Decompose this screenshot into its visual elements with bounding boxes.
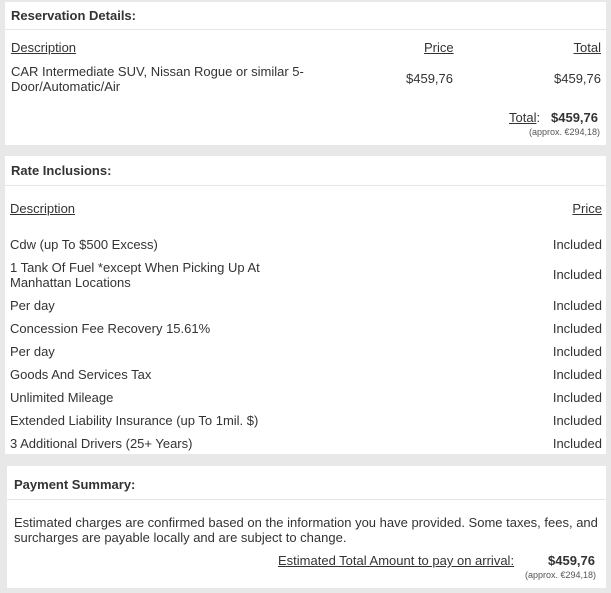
total-label-text: Total	[509, 110, 537, 125]
rate-inclusions-panel	[5, 156, 606, 454]
rate-inclusions-title: Rate Inclusions:	[5, 156, 606, 186]
vehicle-description: CAR Intermediate SUV, Nissan Rogue or similar 5-Door/Automatic/Air	[11, 64, 304, 94]
payment-note: Estimated charges are confirmed based on the information you have provided. Some taxes, fees, and surcharges are payable locally and are subject to change.	[14, 515, 598, 545]
rate-item-price: Included	[552, 413, 602, 428]
rate-item-description: Per day	[10, 298, 55, 313]
estimated-total-label: Estimated Total Amount to pay on arrival:	[278, 553, 515, 568]
rate-item-price: Included	[552, 298, 602, 313]
estimated-total-approx-euro: (approx. €294,18)	[524, 570, 596, 580]
rate-item-price: Included	[552, 237, 602, 252]
rate-item-description: Cdw (up To $500 Excess)	[10, 237, 158, 252]
rate-item-price: Included	[552, 390, 602, 405]
rate-item-price: Included	[552, 436, 602, 451]
rate-item-price: Included	[552, 344, 602, 359]
column-header-description: Description	[10, 201, 76, 216]
column-header-total: Total	[573, 40, 601, 55]
rate-item-description: 1 Tank Of Fuel *except When Picking Up At Manhattan Locations	[10, 260, 260, 290]
column-header-price: Price	[424, 40, 454, 55]
column-header-price: Price	[572, 201, 602, 216]
column-header-description: Description	[11, 40, 77, 55]
rate-item-description: Goods And Services Tax	[10, 367, 152, 382]
rate-item-description: Extended Liability Insurance (up To 1mil. $)	[10, 413, 259, 428]
total-value: $459,76	[551, 110, 598, 125]
rate-item-description: Concession Fee Recovery 15.61%	[10, 321, 211, 336]
total-approx-euro: (approx. €294,18)	[528, 127, 600, 137]
vehicle-price: $459,76	[406, 71, 453, 86]
rate-item-price: Included	[552, 321, 602, 336]
payment-summary-title: Payment Summary:	[7, 466, 606, 500]
rate-item-description: 3 Additional Drivers (25+ Years)	[10, 436, 193, 451]
estimated-total-value: $459,76	[548, 553, 595, 568]
total-label	[509, 110, 540, 125]
vehicle-total: $459,76	[554, 71, 601, 86]
rate-item-description: Unlimited Mileage	[10, 390, 114, 405]
total-label-colon: :	[536, 110, 541, 125]
rate-item-price: Included	[552, 367, 602, 382]
reservation-details-title: Reservation Details:	[5, 2, 606, 30]
payment-summary-panel	[7, 466, 606, 588]
rate-item-price: Included	[552, 267, 602, 282]
rate-item-description: Per day	[10, 344, 55, 359]
reservation-details-panel	[5, 2, 606, 145]
